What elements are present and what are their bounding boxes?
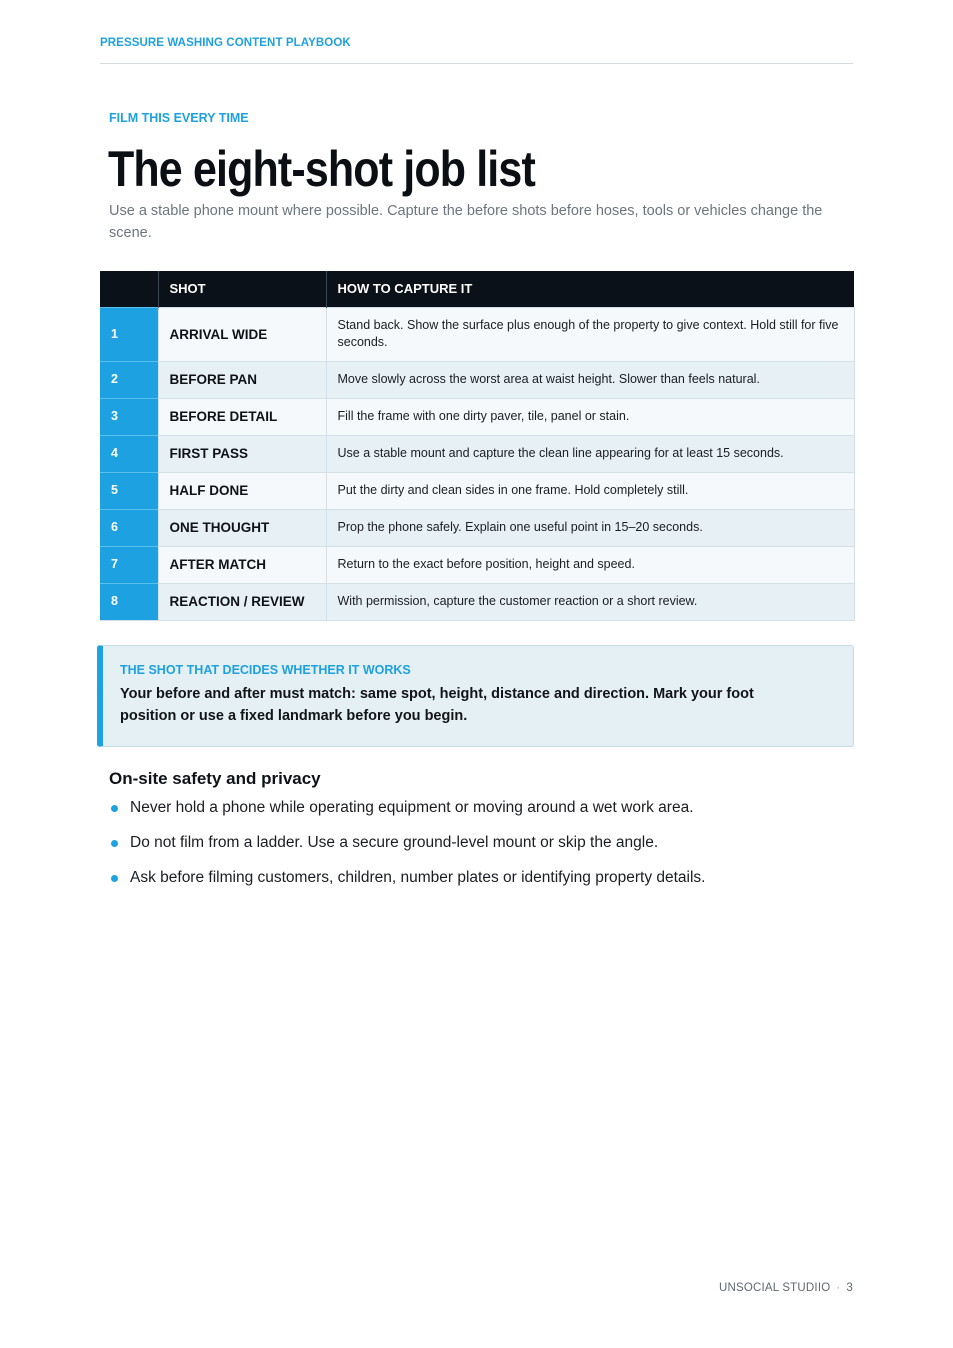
list-item-text: Ask before filming customers, children, number plates or identifying property details. [130,869,706,886]
shot-name: ARRIVAL WIDE [158,307,326,361]
shot-instructions: Put the dirty and clean sides in one frame. Hold completely still. [326,472,854,509]
bullet-dot-icon [111,875,118,882]
shot-name: BEFORE PAN [158,361,326,398]
shot-number: 1 [100,307,158,361]
shot-list-table [100,271,855,621]
bullet-dot-icon [111,840,118,847]
shot-name: HALF DONE [158,472,326,509]
intro-paragraph: Use a stable phone mount where possible. Capture the before shots before hoses, tools or vehicles change the scene. [109,203,823,241]
shot-instructions: Fill the frame with one dirty paver, tile, panel or stain. [326,398,854,435]
shot-number: 7 [100,546,158,583]
shot-number: 8 [100,583,158,620]
table-row [100,472,854,509]
page-number: 3 [846,1282,853,1294]
shot-number: 5 [100,472,158,509]
table-row [100,546,854,583]
shot-name: ONE THOUGHT [158,509,326,546]
column-header-shot: SHOT [158,271,326,307]
table-row [100,398,854,435]
table-row [100,307,854,361]
list-item [109,797,849,819]
page-footer [719,1282,853,1294]
bullet-dot-icon [111,805,118,812]
column-header-number [100,271,158,307]
shot-number: 4 [100,435,158,472]
table-row [100,435,854,472]
safety-list [109,797,849,902]
table-header-row [100,271,854,307]
table-row [100,361,854,398]
shot-instructions: Move slowly across the worst area at waist height. Slower than feels natural. [326,361,854,398]
list-item-text: Never hold a phone while operating equipment or moving around a wet work area. [130,799,694,816]
callout-body: Your before and after must match: same spot, height, distance and direction. Mark your foot position or use a fixed landmark before you begin. [120,686,754,724]
list-item [109,867,849,889]
shot-name: FIRST PASS [158,435,326,472]
shot-number: 2 [100,361,158,398]
shot-instructions: Use a stable mount and capture the clean line appearing for at least 15 seconds. [326,435,854,472]
shot-instructions: Prop the phone safely. Explain one useful point in 15–20 seconds. [326,509,854,546]
key-tip-callout [97,645,854,747]
shot-instructions: Stand back. Show the surface plus enough of the property to give context. Hold still for five seconds. [326,307,854,361]
column-header-how: HOW TO CAPTURE IT [326,271,854,307]
header-divider [100,63,853,64]
page-title: The eight-shot job list [108,141,535,197]
shot-number: 6 [100,509,158,546]
list-item-text: Do not film from a ladder. Use a secure ground-level mount or skip the angle. [130,834,659,851]
shot-number: 3 [100,398,158,435]
callout-title: THE SHOT THAT DECIDES WHETHER IT WORKS [120,663,411,677]
table-row [100,583,854,620]
shot-name: BEFORE DETAIL [158,398,326,435]
shot-instructions: Return to the exact before position, height and speed. [326,546,854,583]
safety-heading: On-site safety and privacy [109,769,321,788]
footer-brand: UNSOCIAL STUDIIO [718,1282,831,1294]
shot-name: REACTION / REVIEW [158,583,326,620]
table-row [100,509,854,546]
section-eyebrow: FILM THIS EVERY TIME [109,111,249,125]
shot-instructions: With permission, capture the customer reaction or a short review. [326,583,854,620]
shot-name: AFTER MATCH [158,546,326,583]
running-header: PRESSURE WASHING CONTENT PLAYBOOK [100,37,351,49]
footer-separator: · [836,1282,841,1294]
list-item [109,832,849,854]
